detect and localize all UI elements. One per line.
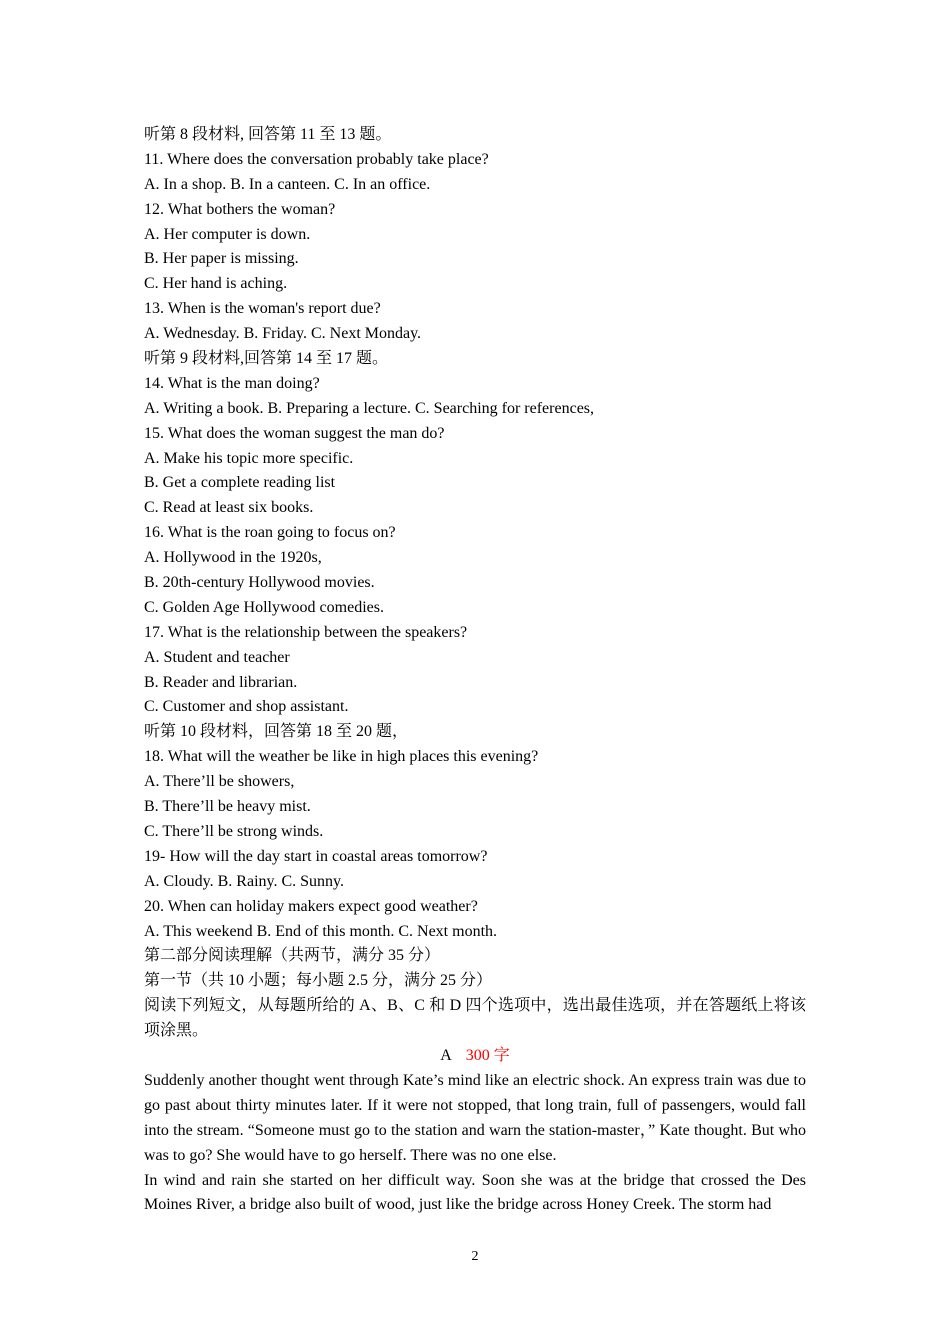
question-20: 20. When can holiday makers expect good weather? [144,897,478,915]
option-12a: A. Her computer is down. [144,225,311,243]
section1-heading: 第一节（共 10 小题；每小题 2.5 分，满分 25 分） [144,972,493,990]
section-heading-part10: 听第 10 段材料，回答第 18 至 20 题， [144,723,409,741]
passage-title [144,1044,806,1069]
option-12c: C. Her hand is aching. [144,275,288,293]
reading-instruction: 阅读下列短文，从每题所给的 A、B、C 和 D 四个选项中，选出最佳选项，并在答题纸上将该项涂黑。 [144,997,806,1040]
question-12: 12. What bothers the woman? [144,200,336,218]
question-11: 11. Where does the conversation probably take place? [144,150,489,168]
option-15c: C. Read at least six books. [144,499,314,517]
option-15a: A. Make his topic more specific. [144,449,354,467]
question-19: 19- How will the day start in coastal areas tomorrow? [144,847,488,865]
option-16c: C. Golden Age Hollywood comedies. [144,598,384,616]
passage-letter: A [440,1046,452,1064]
passage-paragraph-1: Suddenly another thought went through Kate’s mind like an electric shock. An express train was due to go past about thirty minutes later. If it were not stopped, that long train, full of passengers, would fall into the stream. “Someone must go to the station and warn the station-master，” Kate thought. But who was to go? She would have to go herself. There was no one else. [144,1071,806,1164]
passage-word-count: 300 字 [465,1046,510,1064]
part2-heading: 第二部分阅读理解（共两节，满分 35 分） [144,947,441,965]
option-12b: B. Her paper is missing. [144,250,299,268]
question-16: 16. What is the roan going to focus on? [144,524,396,542]
section-heading-part9: 听第 9 段材料,回答第 14 至 17 题。 [144,350,389,368]
options-19: A. Cloudy. B. Rainy. C. Sunny. [144,872,345,890]
options-13: A. Wednesday. B. Friday. C. Next Monday. [144,325,422,343]
question-14: 14. What is the man doing? [144,374,320,392]
passage-paragraph-2: In wind and rain she started on her difficult way. Soon she was at the bridge that crossed the Des Moines River, a bridge also built of wood, just like the bridge across Honey Creek. The storm had [144,1171,806,1214]
option-17c: C. Customer and shop assistant. [144,698,349,716]
options-14: A. Writing a book. B. Preparing a lecture. C. Searching for references, [144,399,595,417]
option-16a: A. Hollywood in the 1920s, [144,549,322,567]
question-15: 15. What does the woman suggest the man do? [144,424,445,442]
option-18b: B. There’ll be heavy mist. [144,798,311,816]
section-heading-part8: 听第 8 段材料, 回答第 11 至 13 题。 [144,126,392,143]
option-17a: A. Student and teacher [144,648,290,666]
option-16b: B. 20th-century Hollywood movies. [144,574,375,592]
question-17: 17. What is the relationship between the speakers? [144,623,468,641]
page-number: 2 [471,1249,479,1264]
option-18c: C. There’ll be strong winds. [144,822,324,840]
options-11: A. In a shop. B. In a canteen. C. In an office. [144,175,431,193]
question-13: 13. When is the woman's report due? [144,300,381,318]
option-18a: A. There’ll be showers, [144,773,295,791]
option-15b: B. Get a complete reading list [144,474,336,492]
document-body [144,123,806,1218]
question-18: 18. What will the weather be like in high places this evening? [144,748,539,766]
options-20: A. This weekend B. End of this month. C. Next month. [144,922,498,940]
option-17b: B. Reader and librarian. [144,673,298,691]
